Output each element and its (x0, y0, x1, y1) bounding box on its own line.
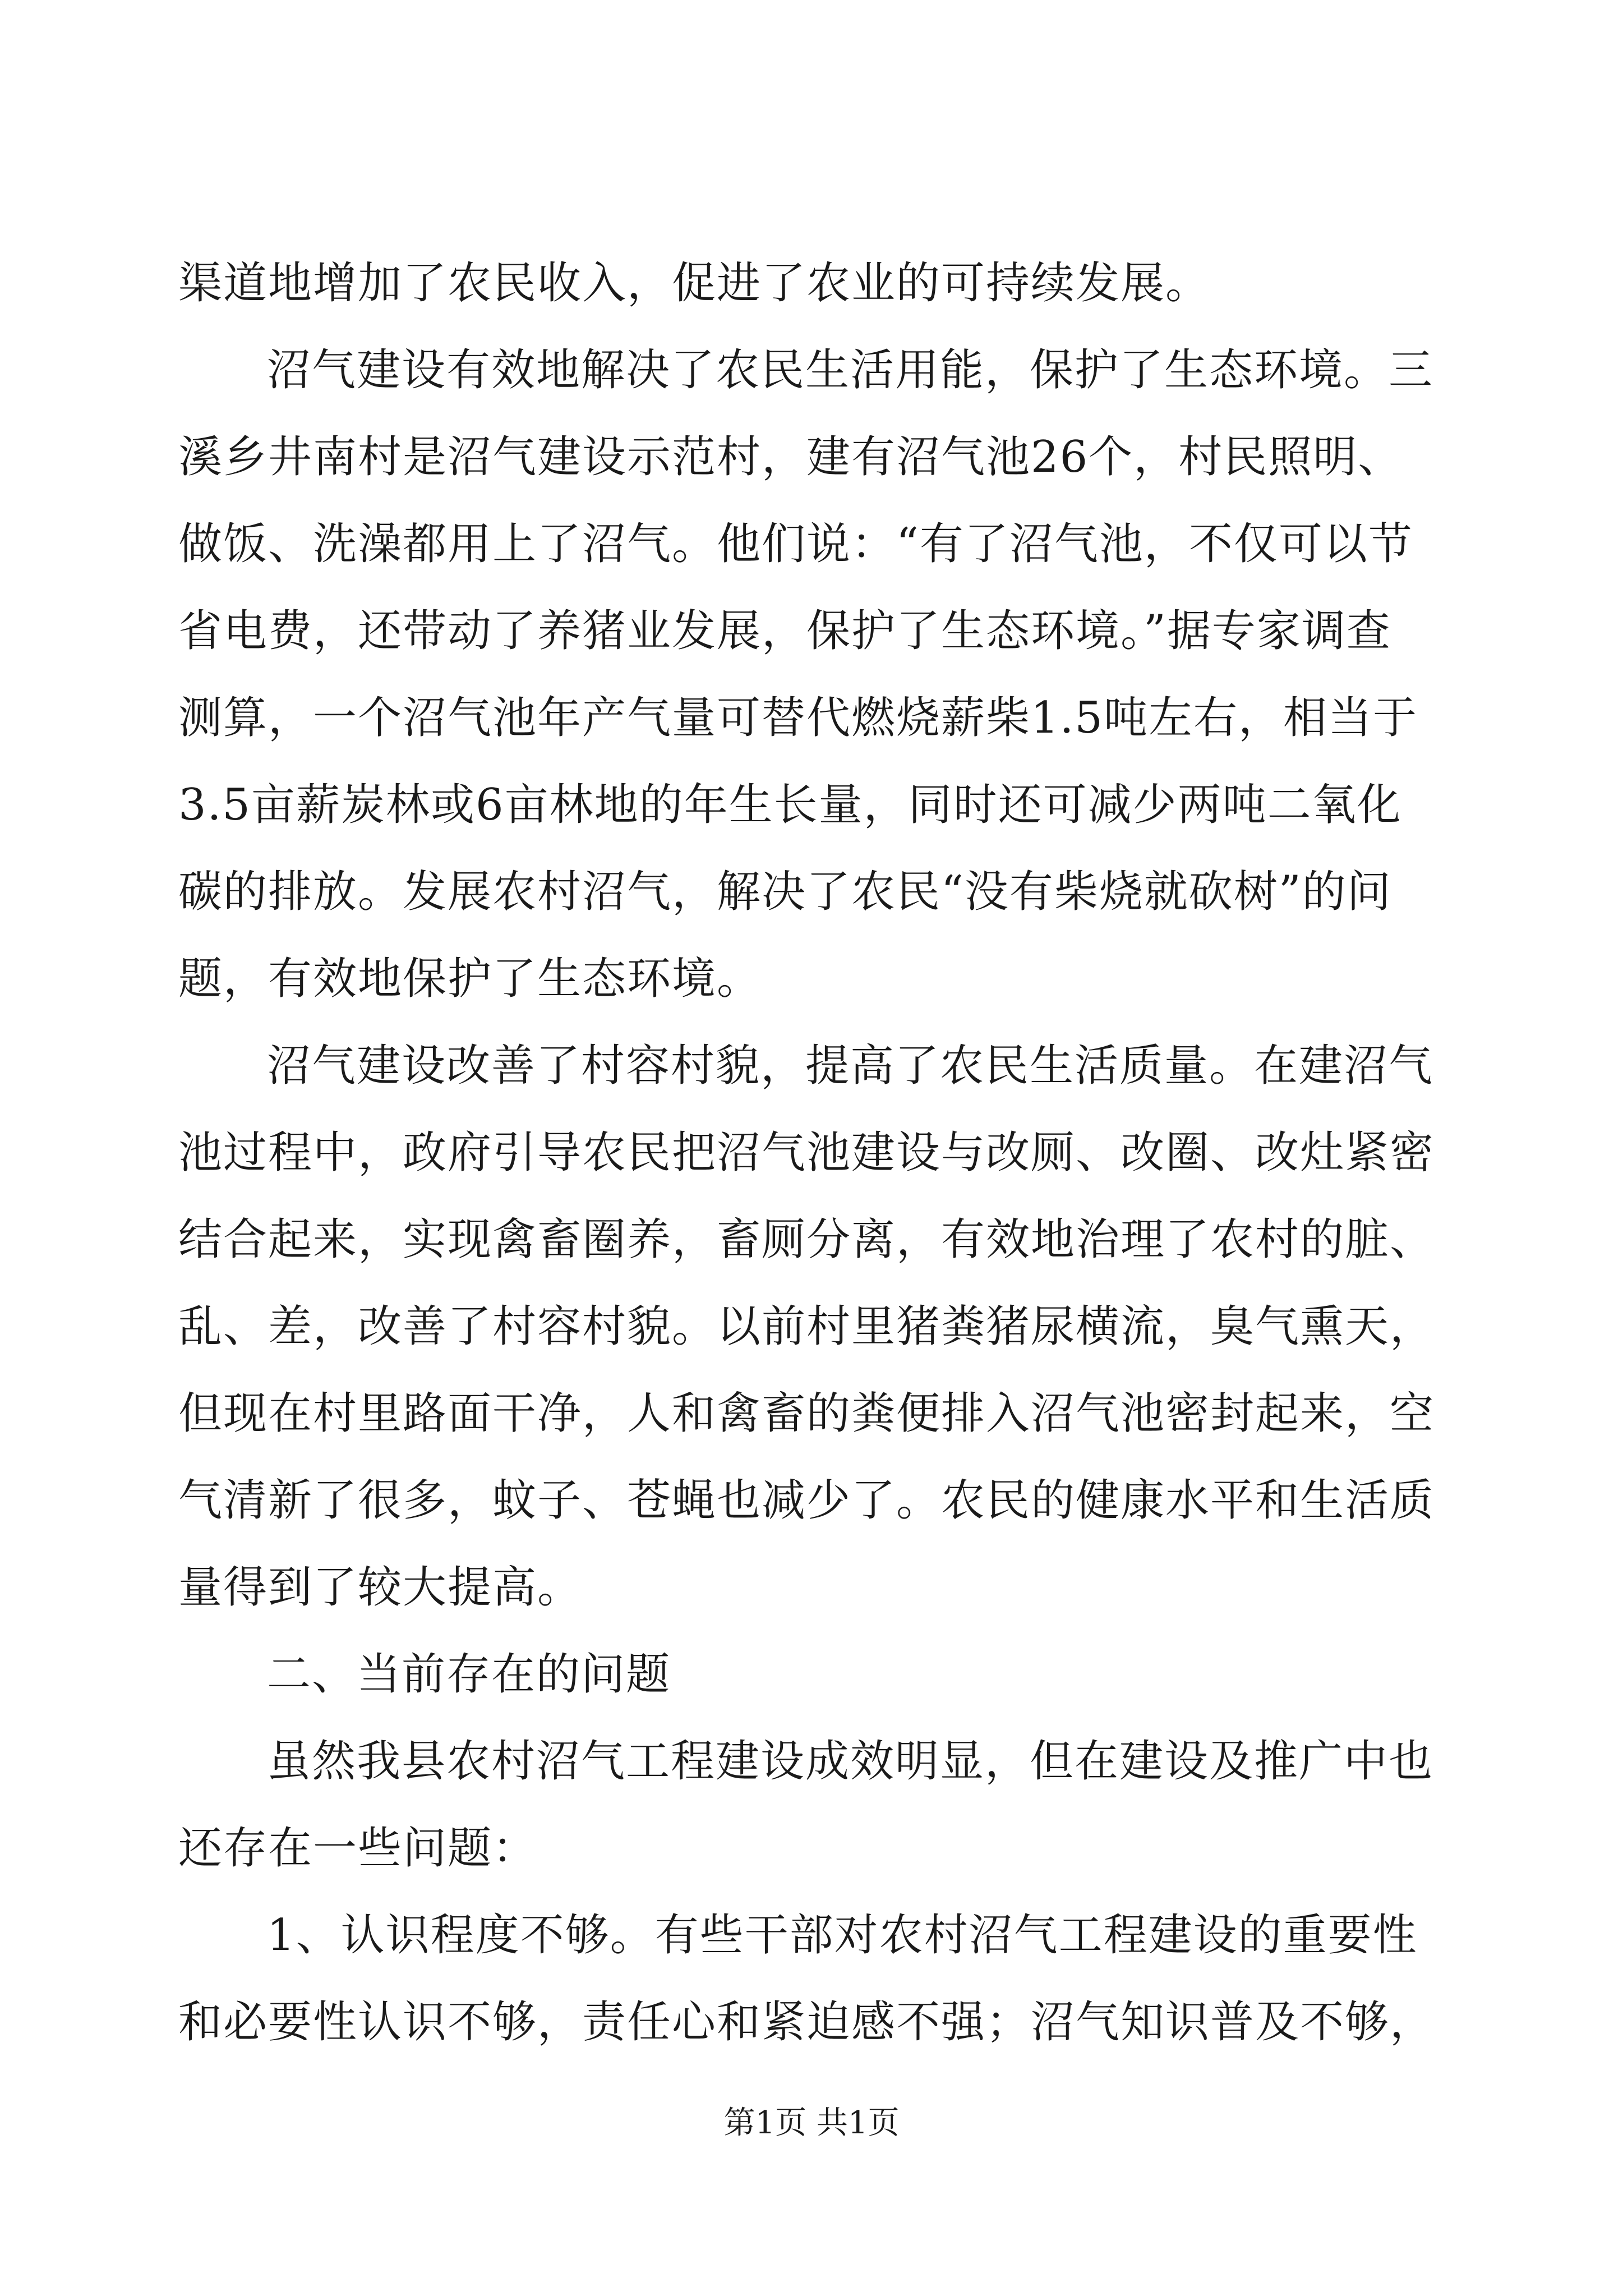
paragraph-start-line: 沼气建设改善了村容村貌，提高了农民生活质量。在建沼气 (267, 1041, 1434, 1091)
text-line: 渠道地增加了农民收入，促进了农业的可持续发展。 (178, 258, 1211, 309)
paragraph-start-line: 虽然我县农村沼气工程建设成效明显，但在建设及推广中也 (267, 1736, 1434, 1787)
text-line: 量得到了较大提高。 (178, 1562, 583, 1613)
text-line: 溪乡井南村是沼气建设示范村，建有沼气池26个，村民照明、 (178, 432, 1403, 482)
document-body (178, 240, 1435, 2066)
text-line: 还存在一些问题： (178, 1823, 538, 1874)
paragraph-start-line: 沼气建设有效地解决了农民生活用能，保护了生态环境。三 (267, 345, 1434, 395)
page-footer: 第1页 共1页 (723, 2105, 900, 2141)
text-line: 做饭、洗澡都用上了沼气。他们说：“有了沼气池，不仅可以节 (178, 519, 1413, 569)
text-line: 测算，一个沼气池年产气量可替代燃烧薪柴1.5吨左右，相当于 (178, 693, 1418, 743)
section-heading: 二、当前存在的问题 (267, 1649, 671, 1700)
text-line: 但现在村里路面干净，人和禽畜的粪便排入沼气池密封起来，空 (178, 1388, 1435, 1439)
text-line: 池过程中，政府引导农民把沼气池建设与改厕、改圈、改灶紧密 (178, 1128, 1435, 1178)
text-line: 气清新了很多，蚊子、苍蝇也减少了。农民的健康水平和生活质 (178, 1475, 1435, 1526)
text-line: 结合起来，实现禽畜圈养，畜厕分离，有效地治理了农村的脏、 (178, 1214, 1435, 1265)
paragraph-start-line: 1、认识程度不够。有些干部对农村沼气工程建设的重要性 (267, 1910, 1418, 1961)
text-line: 3.5亩薪炭林或6亩林地的年生长量，同时还可减少两吨二氧化 (178, 780, 1402, 830)
text-line: 省电费，还带动了养猪业发展，保护了生态环境。”据专家调查 (178, 606, 1391, 656)
text-line: 碳的排放。发展农村沼气，解决了农民“没有柴烧就砍树”的问 (178, 867, 1392, 917)
text-line: 题，有效地保护了生态环境。 (178, 954, 762, 1004)
text-line: 和必要性认识不够，责任心和紧迫感不强；沼气知识普及不够， (178, 1997, 1435, 2047)
text-line: 乱、差，改善了村容村貌。以前村里猪粪猪尿横流，臭气熏天， (178, 1301, 1435, 1352)
